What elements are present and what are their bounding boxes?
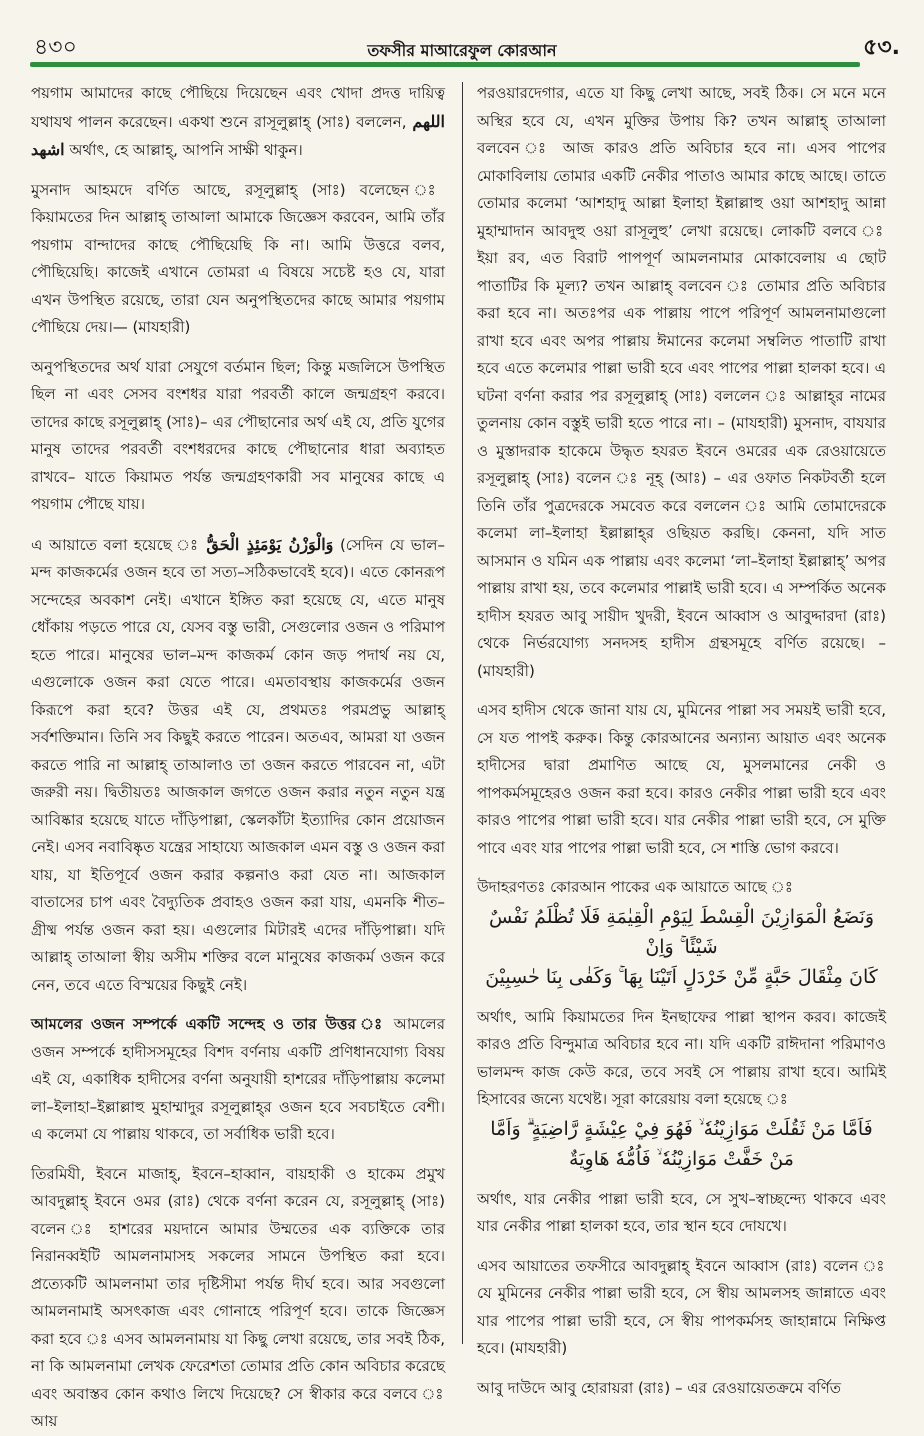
right-paragraph-3: উদাহরণতঃ কোরআন পাকের এক আয়াতে আছে ঃ <box>477 878 793 896</box>
left-p1-text-a: পয়গাম আমাদের কাছে পৌছিয়ে দিয়েছেন এবং খোদা প্রদত্ত দায়িত্ব যথাযথ পালন করেছেন। একথা শুনে রাসূলুল্লাহ্ (সাঃ) বললেন, <box>31 84 445 131</box>
right-column <box>477 80 886 1402</box>
right-paragraph-5: অর্থাৎ, যার নেকীর পাল্লা ভারী হবে, সে সুখ–স্বাচ্ছন্দ্যে থাকবে এবং যার নেকীর পাল্লা হালকা হবে, তার স্থান হবে দোযখে। <box>477 1189 886 1235</box>
left-p1-arabic: اللهم اشهد <box>31 111 445 159</box>
right-paragraph-2: এসব হাদীস থেকে জানা যায় যে, মুমিনের পাল্লা সব সময়ই ভারী হবে, সে যত পাপই করুক। কিন্তু কোরআনের অন্যান্য আয়াত এবং অনেক হাদীসের দ্বারা প্রমাণিত আছে যে, মুসলমানের নেকী ও পাপকর্মসমূহেরও ওজন করা হবে। কারও নেকীর পাল্লা ভারী হবে এবং কারও পাপের পাল্লা ভারী হবে। যার নেকীর পাল্লা ভারী হবে, সে মুক্তি পাবে এবং যার পাপের পাল্লা ভারী হবে, সে শাস্তি ভোগ করবে। <box>477 701 886 857</box>
arabic-verse-2-line-1: فَاَمَّا مَنْ ثَقُلَتْ مَوَازِيْنُهٗ ۙ فَهُوَ فِيْ عِيْشَةٍ رَّاضِيَةٍ ۗ وَاَمَّا <box>490 1117 873 1140</box>
header-rule <box>30 62 860 67</box>
right-paragraph-4: অর্থাৎ, আমি কিয়ামতের দিন ইনছাফের পাল্লা স্থাপন করব। কাজেই কারও প্রতি বিন্দুমাত্র অবিচার হবে না। যদি একটি রাঈদানা পরিমাণও ভালমন্দ কাজ কেউ করে, তবে সবই সে পাল্লায় রাখা হবে। আমিই হিসাবের জন্যে যথেষ্ট। সূরা কারেয়ায় বলা হয়েছে ঃ <box>477 1007 886 1108</box>
left-p1-text-b: অর্থাৎ, হে আল্লাহ্, আপনি সাক্ষী থাকুন। <box>69 141 303 159</box>
arabic-verse-2-line-2: مَنْ خَفَّتْ مَوَازِيْنُهٗ ۙ فَاُمُّهٗ هَاوِيَةٌ <box>569 1147 794 1170</box>
left-column <box>31 80 445 1436</box>
left-p5-heading: আমলের ওজন সম্পর্কে একটি সন্দেহ ও তার উত্তর ঃ <box>31 1015 386 1033</box>
left-paragraph-6: তিরমিযী, ইবনে মাজাহ্, ইবনে–হাব্বান, বায়হাকী ও হাকেম প্রমুখ আবদুল্লাহ্ ইবনে ওমর (রাঃ) থেকে বর্ণনা করেন যে, রসূলুল্লাহ্ (সাঃ) বলেন ঃ হাশরের ময়দানে আমার উম্মতের এক ব্যক্তিকে তার নিরানব্বইটি আমলনামাসহ সকলের সামনে উপস্থিত করা হবে। প্রত্যেকটি আমলনামা তার দৃষ্টিসীমা পর্যন্ত দীর্ঘ হবে। আর সবগুলো আমলনামাই অসৎকাজ এবং গোনাহে পরিপূর্ণ হবে। তাকে জিজ্ঞেস করা হবে ঃ এসব আমলনামায় যা কিছু লেখা রয়েছে, তার সবই ঠিক, না কি আমলনামা লেখক ফেরেশতা তোমার প্রতি কোন অবিচার করেছে এবং অবাস্তব কোন কথাও লিখে দিয়েছে? সে স্বীকার করে বলবে ঃ আয় <box>31 1164 445 1430</box>
left-p4-rest: (সেদিন যে ভাল–মন্দ কাজকর্মের ওজন হবে তা সত্য–সঠিকভাবেই হবে)। এতে কোনরূপ সন্দেহের অবকাশ নেই। এখানে ইঙ্গিত করা হয়েছে যে, এতে মানুষ ধোঁকায় পড়তে পারে যে, যেসব বস্তু ভারী, সেগুলোর ওজন ও পরিমাপ হতে পারে। মানুষের ভাল–মন্দ কাজকর্ম কোন জড় পদার্থ নয় যে, এগুলোকে ওজন করা যেতে পারে। এমতাবস্থায় কাজকর্মের ওজন কিরূপে করা হবে? উত্তর এই যে, প্রথমতঃ পরমপ্রভু আল্লাহ্ সর্বশক্তিমান। তিনি সব কিছুই করতে পারেন। অতএব, আমরা যা ওজন করতে পারি না আল্লাহ্ তাআলাও তা ওজন করতে পারবেন না, এটা জরুরী নয়। দ্বিতীয়তঃ আজকাল জগতে ওজন করার নতুন নতুন যন্ত্র আবিষ্কার হয়েছে যাতে দাঁড়িপাল্লা, স্কেলকাঁটা ইত্যাদির কোন প্রয়োজন নেই। এসব নবাবিষ্কৃত যন্ত্রের সাহায্যে আজকাল এমন বস্তু ও ওজন করা যায়, যা ইতিপূর্বে ওজন করার কল্পনাও করা যেত না। আজকাল বাতাসের চাপ এবং বৈদ্যুতিক প্রবাহও ওজন করা যায়, এমনকি শীত–গ্রীষ্ম পর্যন্ত ওজন করা হয়। এগুলোর মিটারই এদের দাঁড়িপাল্লা। যদি আল্লাহ্ তাআলা স্বীয় অসীম শক্তির বলে মানুষের কাজকর্ম ওজন করে নেন, তবে এতে বিস্ময়ের কিছুই নেই। <box>31 535 445 994</box>
left-paragraph-2: মুসনাদ আহমদে বর্ণিত আছে, রসূলুল্লাহ্ (সাঃ) বলেছেন ঃ কিয়ামতের দিন আল্লাহ্ তাআলা আমাকে জিজ্ঞেস করবেন, আমি তাঁর পয়গাম বান্দাদের কাছে পৌছিয়েছি কি না। আমি উত্তরে বলব, পৌছিয়েছি। কাজেই এখানে তোমরা এ বিষয়ে সচেষ্ট হও যে, যারা এখন উপস্থিত রয়েছে, তারা যেন অনুপস্থিতদের কাছে আমার পয়গাম পৌছিয়ে দেয়।— (মাযহারী) <box>31 180 445 336</box>
left-paragraph-1 <box>31 80 445 165</box>
left-p5-rest: আমলের ওজন সম্পর্কে হাদীসসমূহের বিশদ বর্ণনায় একটি প্রণিধানযোগ্য বিষয় এই যে, একাধিক হাদীসের বর্ণনা অনুযায়ী হাশরের দাঁড়িপাল্লায় কলেমা লা–ইলাহা–ইল্লাল্লাহু মুহাম্মাদুর রসূলুল্লাহ্‌র ওজন হবে সবচাইতে বেশী। এ কলেমা যে পাল্লায় থাকবে, তা সর্বাধিক ভারী হবে। <box>31 1015 445 1143</box>
left-paragraph-5 <box>31 1011 445 1149</box>
left-p4-arabic: وَالْوَزْنُ يَوْمَئِذٍ الْحَقُّ <box>206 534 334 554</box>
column-divider <box>462 82 463 1344</box>
page-number-left: ৪৩০ <box>34 35 77 60</box>
right-paragraph-7: আবু দাউদে আবু হোরায়রা (রাঃ) – এর রেওয়ায়েতক্রমে বর্ণিত <box>477 1378 842 1397</box>
running-title: তফসীর মাআরেফুল কোরআন <box>367 41 557 60</box>
page-header <box>0 0 924 78</box>
right-paragraph-6: এসব আয়াতের তফসীরে আবদুল্লাহ্ ইবনে আব্বাস (রাঃ) বলেন ঃ যে মুমিনের নেকীর পাল্লা ভারী হবে, সে স্বীয় আমলসহ জান্নাতে এবং যার পাপের পাল্লা ভারী হবে, সে স্বীয় পাপকর্মসহ জাহান্নামে নিক্ষিপ্ত হবে। (মাযহারী) <box>477 1256 886 1357</box>
left-p4-lead: এ আয়াতে বলা হয়েছে ঃ <box>31 535 200 554</box>
left-paragraph-3: অনুপস্থিতদের অর্থ যারা সেযুগে বর্তমান ছিল; কিন্তু মজলিসে উপস্থিত ছিল না এবং সেসব বংশধর যারা পরবর্তী কালে জন্মগ্রহণ করবে। তাদের কাছে রসূলুল্লাহ্ (সাঃ)– এর পৌছানোর অর্থ এই যে, প্রতি যুগের মানুষ তাদের পরবর্তী বংশধরদের কাছে পৌছানোর ধারা অব্যাহত রাখবে– যাতে কিয়ামত পর্যন্ত জন্মগ্রহণকারী সব মানুষের কাছে এ পয়গাম পৌছে যায়। <box>31 357 445 513</box>
arabic-verse-1-line-2: كَانَ مِثْقَالَ حَبَّةٍ مِّنْ خَرْدَلٍ اَتَيْنَا بِهَا ۚ وَكَفٰى بِنَا حٰسِبِيْنَ <box>485 965 878 988</box>
page-number-right: ৫৩. <box>863 35 900 60</box>
arabic-verse-1-line-1: وَنَضَعُ الْمَوَازِيْنَ الْقِسْطَ لِيَوْمِ الْقِيٰمَةِ فَلَا تُظْلَمُ نَفْسٌ شَيْئًا ۚ وَاِنْ <box>488 905 875 958</box>
right-paragraph-1: পরওয়ারদেগার, এতে যা কিছু লেখা আছে, সবই ঠিক। সে মনে মনে অস্থির হবে যে, এখন মুক্তির উপায় কি? তখন আল্লাহ্ তাআলা বলবেন ঃ আজ কারও প্রতি অবিচার হবে না। এসব পাপের মোকাবিলায় তোমার একটি নেকীর পাতাও আমার কাছে আছে। তাতে তোমার কলেমা ‘আশহাদু আল্লা ইলাহা ইল্লাল্লাহু ওয়া আশহাদু আন্না মুহাম্মাদান আবদুহু ওয়া রাসূলুহু’ লেখা রয়েছে। লোকটি বলবে ঃ ইয়া রব, এত বিরাট পাপপূর্ণ আমলনামার মোকাবেলায় এ ছোট পাতাটির কি মূল্য? তখন আল্লাহ্ বলবেন ঃ তোমার প্রতি অবিচার করা হবে না। অতঃপর এক পাল্লায় পাপে পরিপূর্ণ আমলনামাগুলো রাখা হবে এবং অপর পাল্লায় ঈমানের কলেমা সম্বলিত পাতাটি রাখা হবে এতে কলেমার পাল্লা ভারী হবে এবং পাপের পাল্লা হালকা হবে। এ ঘটনা বর্ণনা করার পর রসূলুল্লাহ্ (সাঃ) বললেন ঃ আল্লাহ্‌র নামের তুলনায় কোন বস্তুই ভারী হতে পারে না। – (মাযহারী) মুসনাদ, বাযযার ও মুস্তাদরাক হাকেমে উদ্ধৃত হযরত ইবনে ওমরের এক রেওয়ায়েতে রসূলুল্লাহ্ (সাঃ) বলেন ঃ নূহ্ (আঃ) – এর ওফাত নিকটবর্তী হলে তিনি তাঁর পুত্রদেরকে সমবেত করে বললেন ঃ আমি তোমাদেরকে কলেমা লা–ইলাহা ইল্লাল্লাহ্‌র ওছিয়ত করছি। কেননা, যদি সাত আসমান ও যমিন এক পাল্লায় এবং কলেমা ‘লা–ইলাহা ইল্লাল্লাহ্’ অপর পাল্লায় রাখা হয়, তবে কলেমার পাল্লাই ভারী হবে। এ সম্পর্কিত অনেক হাদীস হযরত আবু সায়ীদ খুদরী, ইবনে আব্বাস ও আবুদ্দারদা (রাঃ) থেকে নির্ভরযোগ্য সনদসহ হাদীস গ্রন্থসমূহে বর্ণিত রয়েছে। – (মাযহারী) <box>477 84 886 680</box>
left-paragraph-4 <box>31 531 445 1000</box>
